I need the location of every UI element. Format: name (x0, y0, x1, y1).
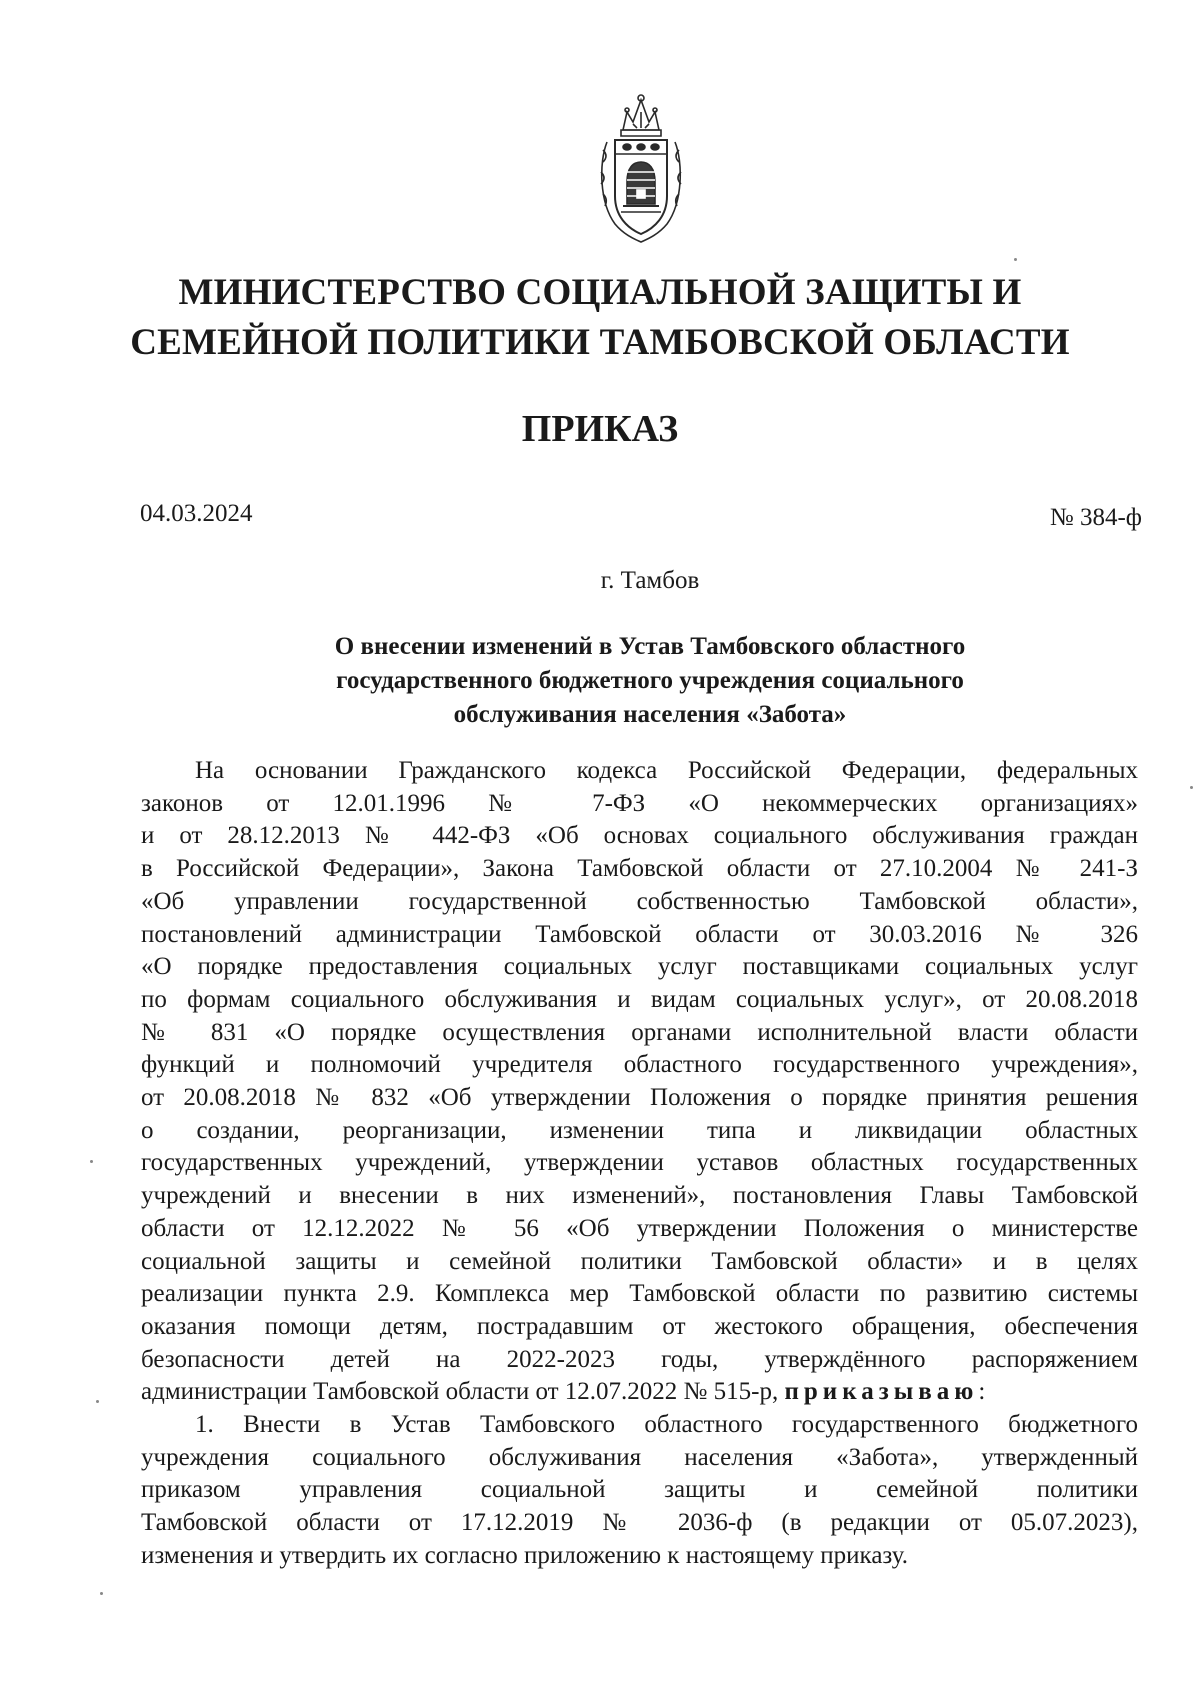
subject-line2: государственного бюджетного учреждения социального (336, 667, 964, 694)
body-line: в Российской Федерации», Закона Тамбовской области от 27.10.2004 № 241-З (141, 855, 1138, 883)
body-line: социальной защиты и семейной политики Тамбовской области» и в целях (141, 1247, 1138, 1275)
scan-speck (1190, 786, 1193, 789)
document-number: № 384-ф (1049, 504, 1142, 531)
body-line: № 831 «О порядке осуществления органами исполнительной власти области (141, 1018, 1138, 1046)
body-line-order (141, 1376, 1138, 1409)
ministry-title-line1: МИНИСТЕРСТВО СОЦИАЛЬНОЙ ЗАЩИТЫ И (178, 272, 1022, 313)
order-word: приказываю (784, 1378, 979, 1406)
item1-line: 1. Внести в Устав Тамбовского областного государственного бюджетного (195, 1411, 1138, 1439)
body-line: законов от 12.01.1996 № 7-ФЗ «О некоммерческих организациях» (141, 789, 1138, 817)
subject-line3: обслуживания населения «Забота» (453, 701, 847, 728)
ministry-title (0, 268, 1200, 368)
ministry-title-line2: СЕМЕЙНОЙ ПОЛИТИКИ ТАМБОВСКОЙ ОБЛАСТИ (130, 322, 1070, 363)
body-line: области от 12.12.2022 № 56 «Об утверждении Положения о министерстве (141, 1214, 1138, 1242)
document-city: г. Тамбов (600, 567, 700, 594)
body-line: и от 28.12.2013 № 442-ФЗ «Об основах социального обслуживания граждан (141, 822, 1138, 850)
scan-speck (1014, 258, 1017, 261)
body-line: государственных учреждений, утверждении уставов областных государственных (141, 1149, 1138, 1177)
body-line: На основании Гражданского кодекса Российской Федерации, федеральных (195, 757, 1138, 784)
body-line: функций и полномочий учредителя областного государственного учреждения», (141, 1051, 1138, 1079)
item1-line: учреждения социального обслуживания населения «Забота», утвержденный (141, 1443, 1138, 1471)
body-line-order-start: администрации Тамбовской области от 12.07.2022 № 515-р, (141, 1378, 785, 1406)
body-line: «О порядке предоставления социальных услуг поставщиками социальных услуг (141, 953, 1138, 981)
body-line: оказания помощи детям, пострадавшим от жестокого обращения, обеспечения (141, 1312, 1138, 1340)
order-colon: : (978, 1378, 986, 1406)
scan-speck (96, 1400, 99, 1403)
document-date: 04.03.2024 (140, 500, 253, 527)
scan-speck (100, 1592, 103, 1595)
item1-line: приказом управления социальной защиты и семейной политики (141, 1476, 1138, 1504)
body-line: о создании, реорганизации, изменении типа и ликвидации областных (141, 1116, 1138, 1144)
body-line: от 20.08.2018 № 832 «Об утверждении Положения о порядке принятия решения (141, 1084, 1138, 1112)
item1-line: изменения и утвердить их согласно приложению к настоящему приказу. (141, 1541, 909, 1569)
body-line: по формам социального обслуживания и видам социальных услуг», от 20.08.2018 (141, 985, 1138, 1013)
tambov-coat-of-arms-icon (593, 92, 689, 244)
item1-line: Тамбовской области от 17.12.2019 № 2036-ф (в редакции от 05.07.2023), (141, 1509, 1138, 1537)
document-subject (0, 630, 1200, 732)
document-type: ПРИКАЗ (521, 408, 679, 450)
body-line: «Об управлении государственной собственностью Тамбовской области», (141, 887, 1138, 915)
body-line: безопасности детей на 2022-2023 годы, утверждённого распоряжением (141, 1345, 1138, 1373)
body-line: реализации пункта 2.9. Комплекса мер Тамбовской области по развитию системы (141, 1280, 1138, 1308)
subject-line1: О внесении изменений в Устав Тамбовского областного (334, 633, 966, 660)
document-body (141, 755, 1138, 1573)
body-line: постановлений администрации Тамбовской области от 30.03.2016 № 326 (141, 920, 1138, 948)
scan-speck (90, 1160, 93, 1163)
body-line: учреждений и внесении в них изменений», постановления Главы Тамбовской (141, 1182, 1138, 1210)
